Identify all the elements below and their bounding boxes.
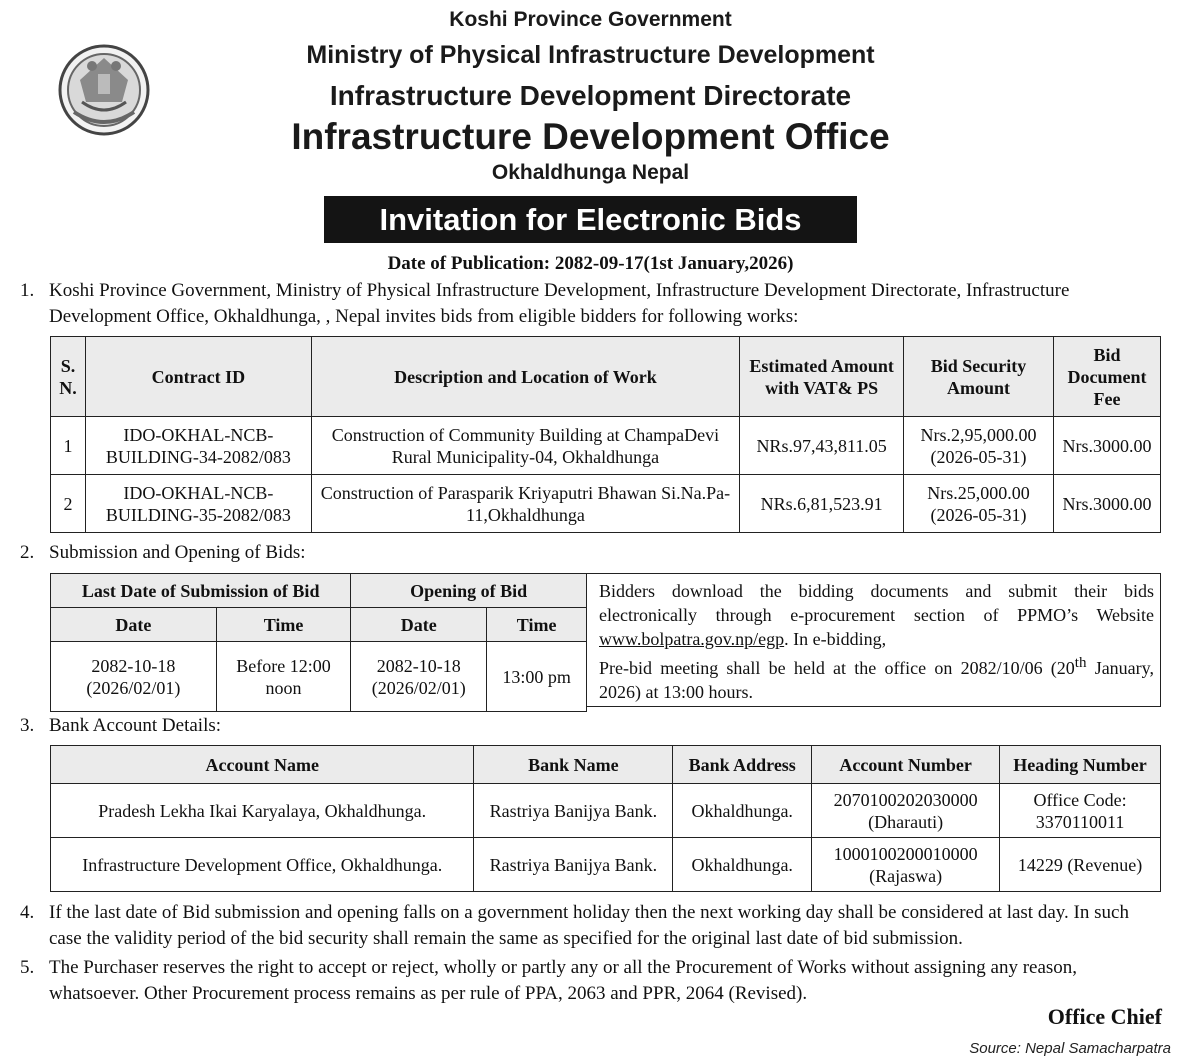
directorate-name: Infrastructure Development Directorate	[329, 80, 852, 111]
bolpatra-link[interactable]: www.bolpatra.gov.np/egp	[599, 629, 785, 649]
section-number: 3.	[20, 715, 35, 736]
submission-time: Before 12:00 noon	[216, 642, 351, 712]
publication-date: Date of Publication: 2082-09-17(1st January,2026)	[387, 253, 794, 274]
cell-heading-number: Office Code: 3370110011	[1000, 784, 1161, 838]
source-credit: Source: Nepal Samacharpatra	[969, 1040, 1171, 1057]
submission-note	[587, 573, 1161, 707]
cell-sn: 1	[51, 417, 86, 475]
cell-bank-address: Okhaldhunga.	[673, 838, 812, 892]
date-label: Date	[351, 608, 487, 642]
note-text: Bidders download the bidding documents and submit their bids electronically through e-procurement section of PPMO’s Website	[599, 581, 1154, 625]
date-label: Date	[51, 608, 217, 642]
works-table	[50, 336, 1161, 533]
col-contract-id: Contract ID	[85, 337, 311, 417]
cell-security: Nrs.25,000.00 (2026-05-31)	[904, 475, 1054, 533]
table-header-row	[51, 574, 587, 608]
office-name: Infrastructure Development Office	[291, 116, 890, 157]
section-text: The Purchaser reserves the right to accept or reject, wholly or partly any or all the Procurement of Works without assigning any reason, whatsoever. Other Procurement process remains as per rule of PPA, 2063 and PPR, 2064 (Revised).	[49, 957, 1078, 1004]
section-number: 5.	[20, 957, 35, 978]
col-heading-number: Heading Number	[1000, 746, 1161, 784]
bank-table	[50, 745, 1161, 892]
cell-fee: Nrs.3000.00	[1054, 475, 1161, 533]
note-text: January, 2026) at 13:00 hours.	[599, 658, 1154, 702]
table-header-row	[51, 337, 1161, 417]
office-location: Okhaldhunga Nepal	[491, 161, 690, 184]
section-number: 1.	[20, 280, 35, 301]
section-text: Submission and Opening of Bids:	[49, 542, 306, 563]
opening-date: 2082-10-18 (2026/02/01)	[351, 642, 487, 712]
cell-heading-number: 14229 (Revenue)	[1000, 838, 1161, 892]
table-row	[51, 475, 1161, 533]
time-label: Time	[487, 608, 587, 642]
cell-security: Nrs.2,95,000.00 (2026-05-31)	[904, 417, 1054, 475]
col-description: Description and Location of Work	[311, 337, 739, 417]
cell-sn: 2	[51, 475, 86, 533]
col-bank-name: Bank Name	[474, 746, 673, 784]
col-account-name: Account Name	[51, 746, 474, 784]
cell-description: Construction of Parasparik Kriyaputri Bhawan Si.Na.Pa-11,Okhaldhunga	[311, 475, 739, 533]
section-number: 2.	[20, 542, 35, 563]
col-security: Bid Security Amount	[904, 337, 1054, 417]
col-fee: Bid Document Fee	[1054, 337, 1161, 417]
note-superscript: th	[1074, 655, 1087, 671]
cell-estimate: NRs.97,43,811.05	[740, 417, 904, 475]
cell-estimate: NRs.6,81,523.91	[740, 475, 904, 533]
cell-account-number: 2070100202030000 (Dharauti)	[812, 784, 1000, 838]
cell-contract-id: IDO-OKHAL-NCB-BUILDING-35-2082/083	[85, 475, 311, 533]
last-date-header: Last Date of Submission of Bid	[51, 574, 351, 608]
col-sn: S. N.	[51, 337, 86, 417]
notice-title: Invitation for Electronic Bids	[324, 196, 857, 243]
table-header-row	[51, 608, 587, 642]
cell-bank-address: Okhaldhunga.	[673, 784, 812, 838]
col-bank-address: Bank Address	[673, 746, 812, 784]
opening-time: 13:00 pm	[487, 642, 587, 712]
cell-contract-id: IDO-OKHAL-NCB-BUILDING-34-2082/083	[85, 417, 311, 475]
col-account-number: Account Number	[812, 746, 1000, 784]
table-row	[51, 784, 1161, 838]
submission-date: 2082-10-18 (2026/02/01)	[51, 642, 217, 712]
note-text: . In e-bidding,	[784, 629, 887, 649]
cell-description: Construction of Community Building at ChampaDevi Rural Municipality-04, Okhaldhunga	[311, 417, 739, 475]
cell-fee: Nrs.3000.00	[1054, 417, 1161, 475]
table-header-row	[51, 746, 1161, 784]
section-number: 4.	[20, 902, 35, 923]
cell-account-number: 1000100200010000 (Rajaswa)	[812, 838, 1000, 892]
signatory: Office Chief	[1047, 1004, 1162, 1029]
time-label: Time	[216, 608, 351, 642]
table-row	[51, 838, 1161, 892]
cell-account-name: Pradesh Lekha Ikai Karyalaya, Okhaldhunga.	[51, 784, 474, 838]
section-text: If the last date of Bid submission and opening falls on a government holiday then the next working day shall be considered at last day. In such case the validity period of the bid security shall remain the same as specified for the original last date of bid submission.	[49, 902, 1129, 949]
ministry-name: Ministry of Physical Infrastructure Development	[306, 41, 875, 69]
section-text: Bank Account Details:	[49, 715, 222, 736]
table-row	[51, 642, 587, 712]
cell-bank-name: Rastriya Banijya Bank.	[474, 784, 673, 838]
note-text: Pre-bid meeting shall be held at the office on 2082/10/06 (20	[599, 658, 1075, 678]
opening-header: Opening of Bid	[351, 574, 587, 608]
cell-bank-name: Rastriya Banijya Bank.	[474, 838, 673, 892]
table-row	[51, 417, 1161, 475]
section-text: Koshi Province Government, Ministry of Physical Infrastructure Development, Infrastructure Development Directorate, Infrastructure Development Office, Okhaldhunga, , Nepal invites bids from eligible bidders for following works:	[49, 280, 1070, 327]
cell-account-name: Infrastructure Development Office, Okhaldhunga.	[51, 838, 474, 892]
submission-table	[50, 573, 587, 712]
province-name: Koshi Province Government	[449, 8, 732, 31]
col-estimate: Estimated Amount with VAT& PS	[740, 337, 904, 417]
